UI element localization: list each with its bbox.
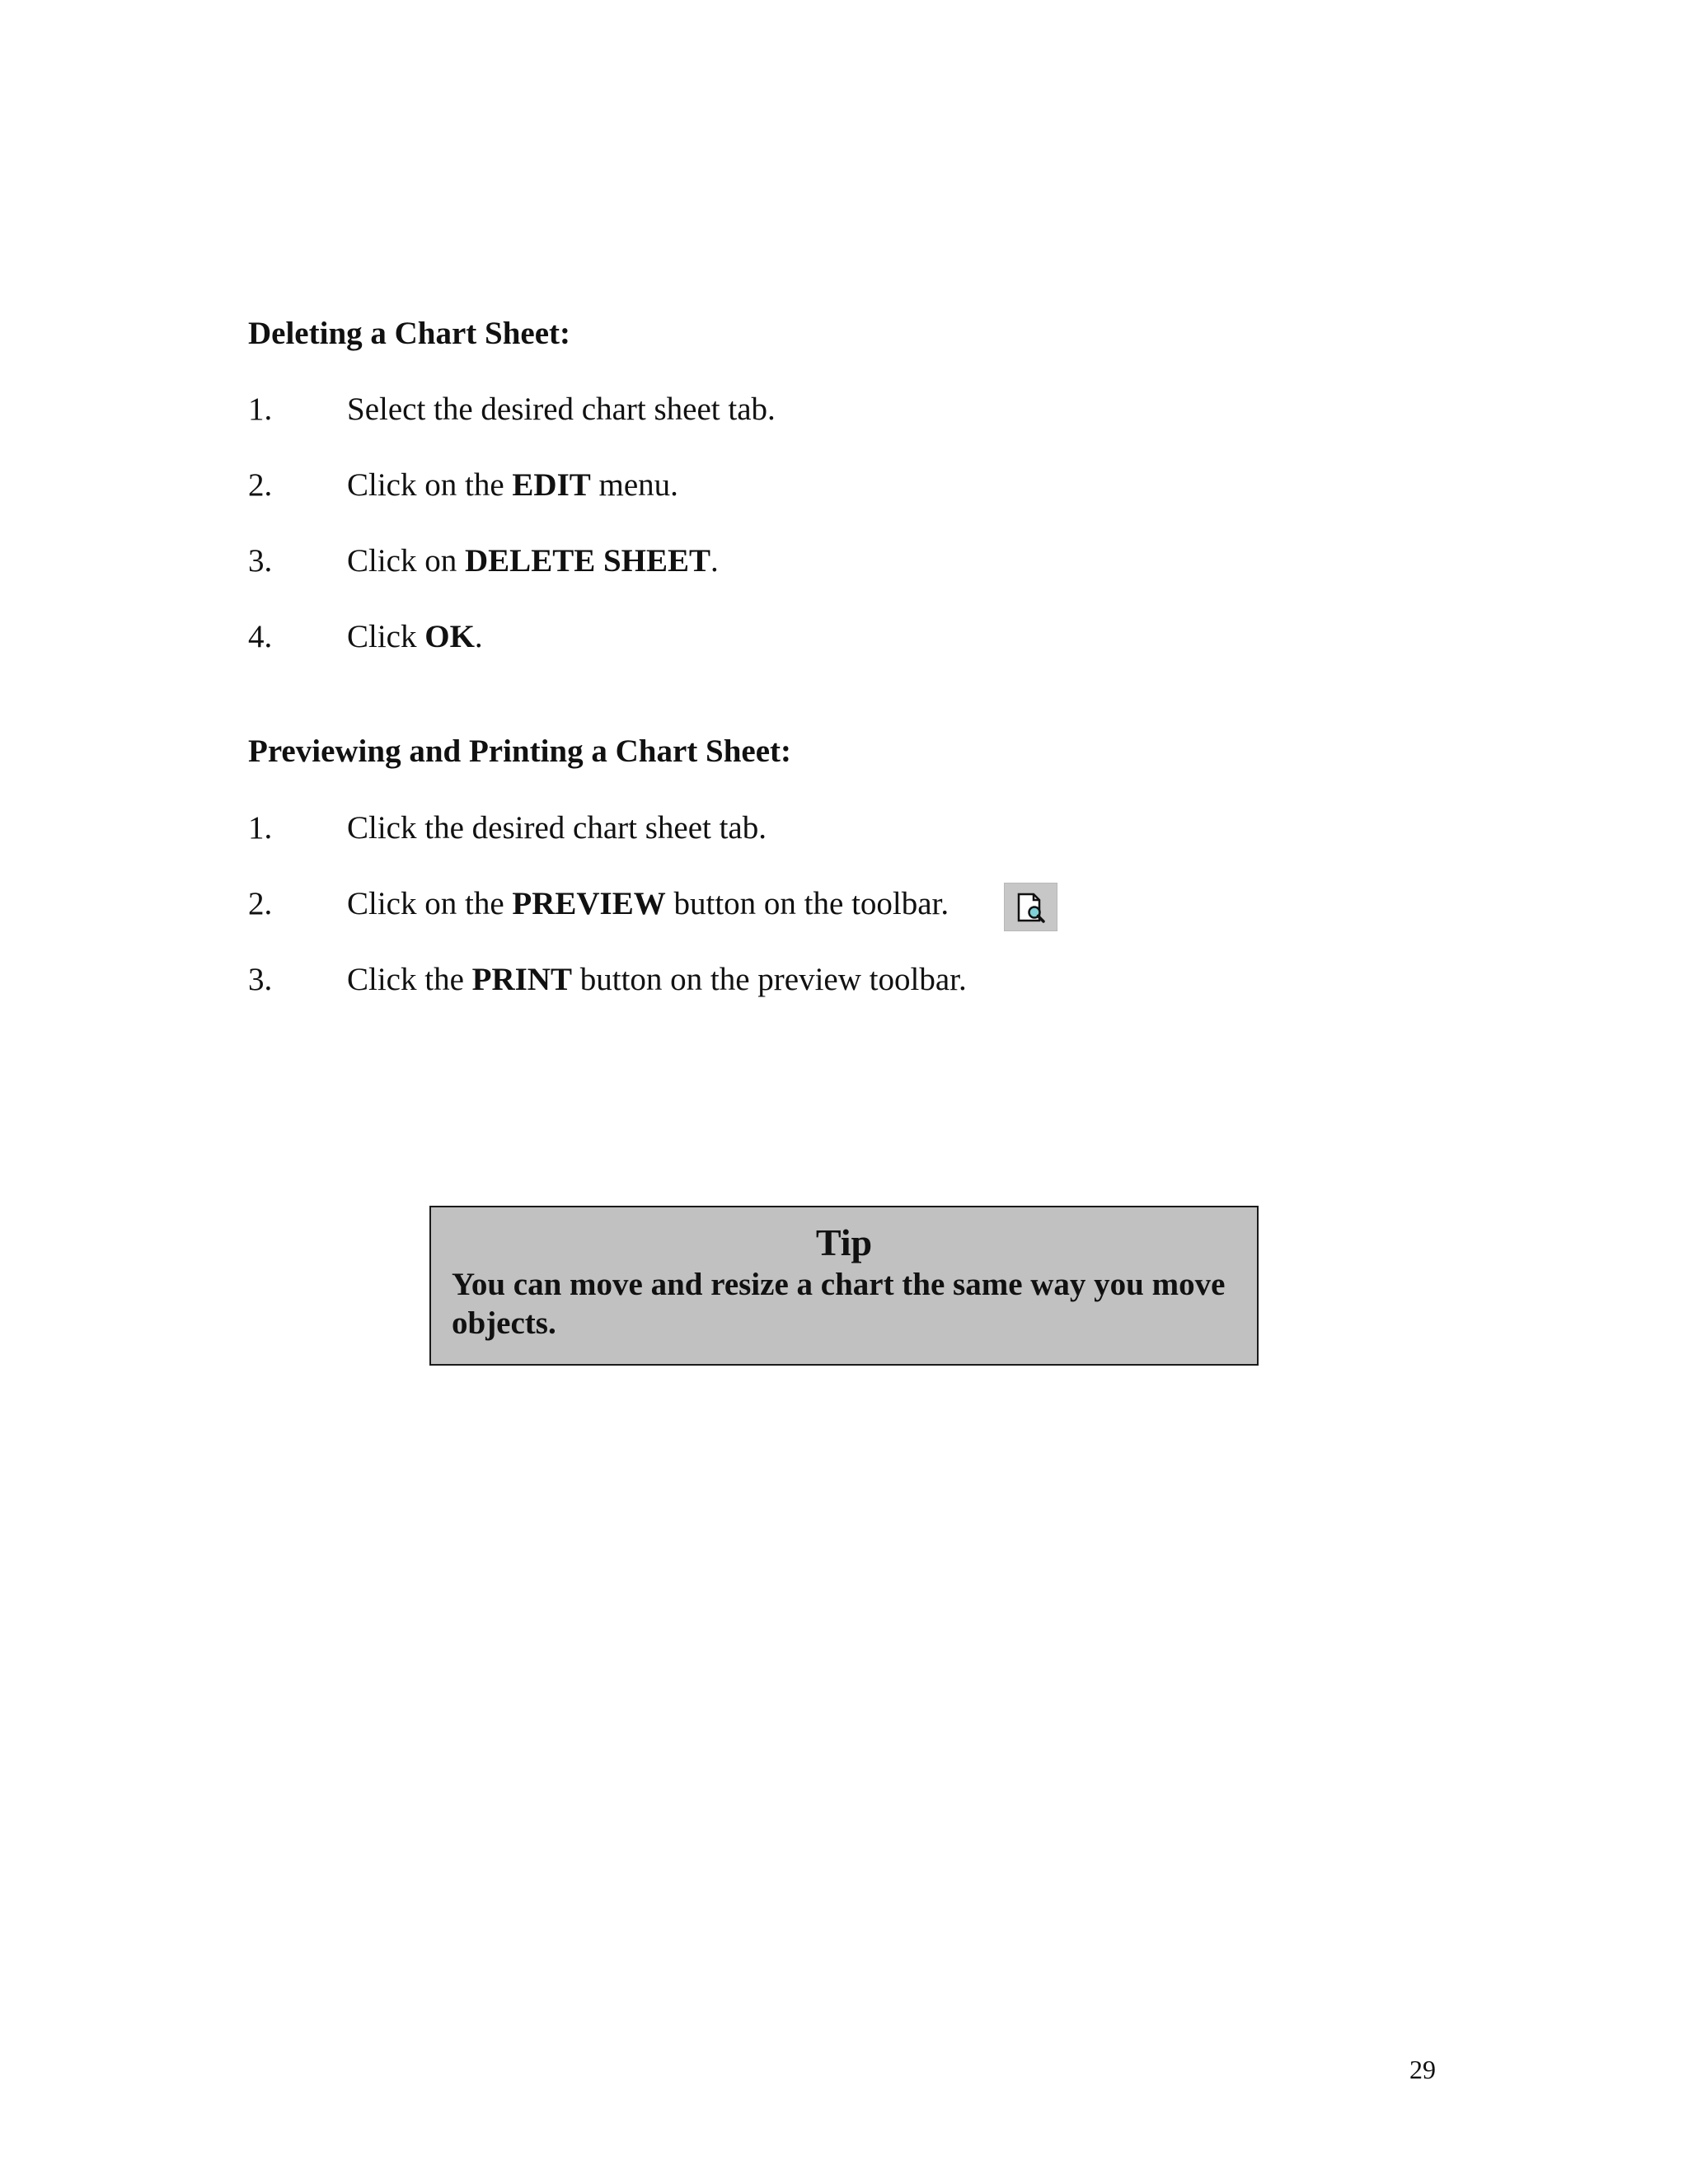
tip-box bbox=[429, 1206, 1259, 1366]
delete-section-heading: Deleting a Chart Sheet: bbox=[248, 316, 571, 351]
step-text: Click on bbox=[347, 543, 465, 579]
step-text: Click the desired chart sheet tab. bbox=[347, 810, 767, 846]
step-text: Click the bbox=[347, 962, 472, 997]
step-number: 2. bbox=[248, 467, 273, 503]
print-preview-icon bbox=[1004, 883, 1057, 931]
step-number: 2. bbox=[248, 886, 273, 921]
step-keyword: EDIT bbox=[512, 467, 591, 503]
step-text: Click on the bbox=[347, 467, 513, 503]
tip-text: You can move and resize a chart the same way you move objects. bbox=[452, 1267, 1226, 1341]
step-text: . bbox=[474, 619, 483, 654]
preview-section-heading: Previewing and Printing a Chart Sheet: bbox=[248, 733, 792, 769]
step-keyword: PRINT bbox=[471, 962, 572, 997]
delete-step-1 bbox=[248, 393, 776, 425]
delete-step-4 bbox=[248, 621, 483, 653]
step-text: button on the preview toolbar. bbox=[571, 962, 967, 997]
step-number: 4. bbox=[248, 619, 273, 654]
preview-step-3 bbox=[248, 963, 967, 996]
delete-step-3 bbox=[248, 545, 719, 577]
step-number: 1. bbox=[248, 391, 273, 427]
page-number: 29 bbox=[1409, 2055, 1436, 2084]
step-keyword: DELETE SHEET bbox=[465, 543, 711, 579]
step-number: 1. bbox=[248, 810, 273, 846]
step-keyword: OK bbox=[424, 619, 475, 654]
step-text: Click bbox=[347, 619, 425, 654]
step-number: 3. bbox=[248, 543, 273, 579]
preview-step-1 bbox=[248, 812, 767, 844]
step-text: button on the toolbar. bbox=[665, 886, 950, 921]
step-number: 3. bbox=[248, 962, 273, 997]
step-keyword: PREVIEW bbox=[512, 886, 666, 921]
step-text: menu. bbox=[590, 467, 678, 503]
preview-step-2 bbox=[248, 888, 949, 920]
step-text: . bbox=[710, 543, 719, 579]
step-text: Select the desired chart sheet tab. bbox=[347, 391, 776, 427]
delete-step-2 bbox=[248, 469, 678, 501]
tip-title: Tip bbox=[815, 1221, 873, 1263]
step-text: Click on the bbox=[347, 886, 513, 921]
